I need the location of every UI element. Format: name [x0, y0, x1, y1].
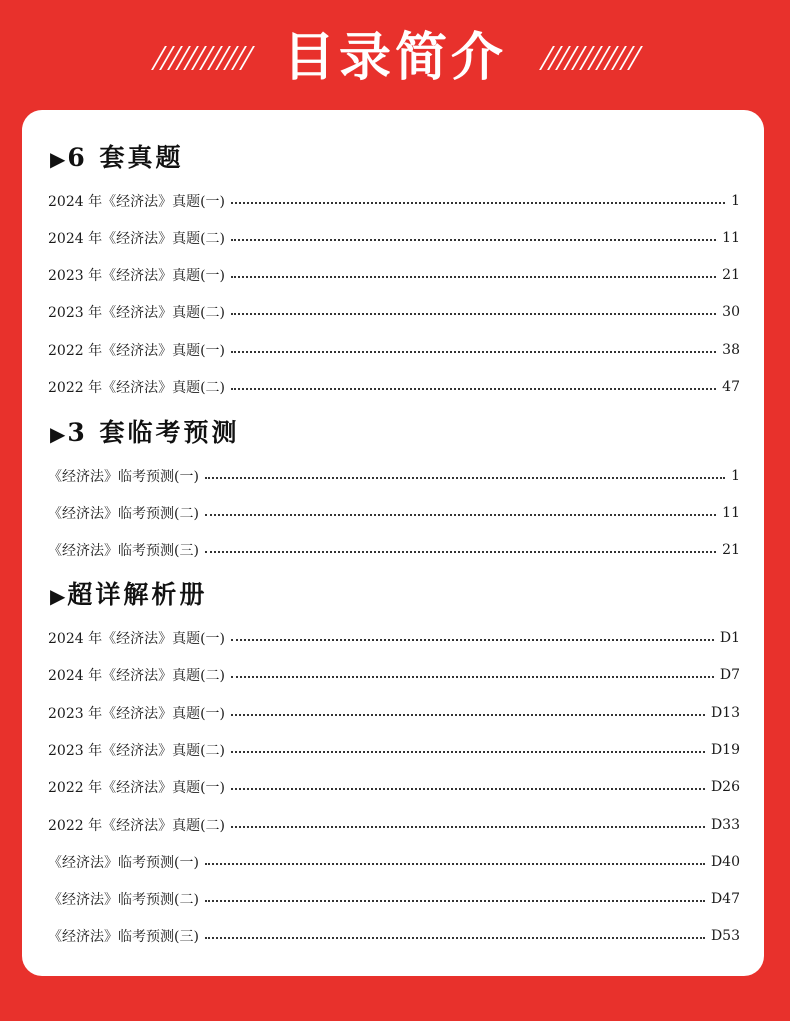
dot-leader — [205, 477, 725, 479]
section-title-real-exams: ▶6 套真题 — [50, 143, 184, 172]
toc-row[interactable]: 《经济法》临考预测(二) 11 — [48, 505, 740, 522]
toc-row[interactable]: 2022 年《经济法》真题(二) D33 — [48, 817, 740, 834]
toc-row[interactable]: 2022 年《经济法》真题(一) 38 — [48, 342, 740, 359]
dot-leader — [231, 751, 705, 753]
dot-leader — [231, 388, 716, 390]
toc-row[interactable]: 2023 年《经济法》真题(一) 21 — [48, 267, 740, 284]
triangle-right-icon: ▶ — [50, 422, 66, 446]
decorative-stripes-right — [540, 46, 640, 70]
toc-row[interactable]: 2024 年《经济法》真题(二) D7 — [48, 667, 740, 684]
dot-leader — [231, 676, 714, 678]
dot-leader — [231, 202, 725, 204]
dot-leader — [205, 937, 705, 939]
toc-row[interactable]: 《经济法》临考预测(二) D47 — [48, 891, 740, 908]
dot-leader — [231, 351, 716, 353]
dot-leader — [205, 514, 716, 516]
toc-row[interactable]: 2024 年《经济法》真题(一) D1 — [48, 630, 740, 647]
page-title: 目录简介 — [282, 28, 507, 88]
dot-leader — [231, 788, 705, 790]
toc-row[interactable]: 2022 年《经济法》真题(一) D26 — [48, 779, 740, 796]
toc-row[interactable]: 《经济法》临考预测(一) 1 — [48, 468, 740, 485]
toc-row[interactable]: 2022 年《经济法》真题(二) 47 — [48, 379, 740, 396]
header — [0, 0, 790, 110]
dot-leader — [231, 276, 716, 278]
dot-leader — [231, 313, 716, 315]
triangle-right-icon: ▶ — [50, 147, 66, 171]
dot-leader — [231, 639, 714, 641]
section-title-mock-exams: ▶3 套临考预测 — [50, 418, 240, 447]
toc-row[interactable]: 《经济法》临考预测(三) 21 — [48, 542, 740, 559]
dot-leader — [231, 826, 705, 828]
toc-row[interactable]: 2024 年《经济法》真题(二) 11 — [48, 230, 740, 247]
toc-row[interactable]: 2023 年《经济法》真题(二) D19 — [48, 742, 740, 759]
dot-leader — [231, 239, 716, 241]
toc-row[interactable]: 2024 年《经济法》真题(一) 1 — [48, 193, 740, 210]
dot-leader — [205, 551, 716, 553]
dot-leader — [231, 714, 705, 716]
toc-row[interactable]: 《经济法》临考预测(三) D53 — [48, 928, 740, 945]
triangle-right-icon: ▶ — [50, 584, 66, 608]
section-title-explanations: ▶超详解析册 — [50, 580, 208, 609]
dot-leader — [205, 863, 705, 865]
toc-card — [22, 110, 764, 976]
dot-leader — [205, 900, 705, 902]
toc-row[interactable]: 《经济法》临考预测(一) D40 — [48, 854, 740, 871]
toc-row[interactable]: 2023 年《经济法》真题(一) D13 — [48, 705, 740, 722]
toc-row[interactable]: 2023 年《经济法》真题(二) 30 — [48, 304, 740, 321]
